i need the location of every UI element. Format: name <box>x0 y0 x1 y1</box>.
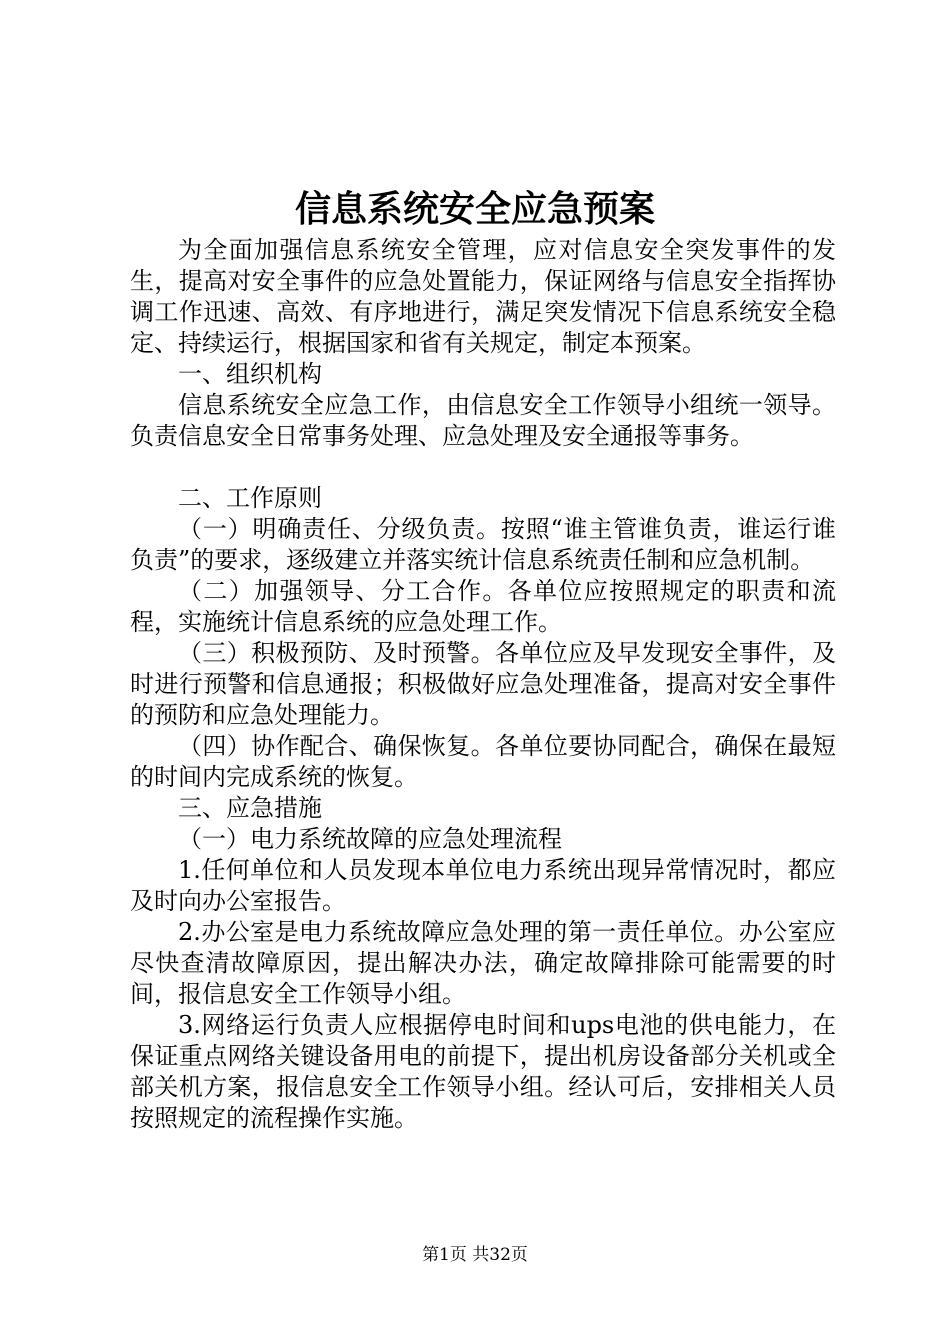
principle-item-3: （三）积极预防、及时预警。各单位应及早发现安全事件，及时进行预警和信息通报；积极做好应急处理准备，提高对安全事件的预防和应急处理能力。 <box>130 639 836 729</box>
principle-item-1: （一）明确责任、分级负责。按照“谁主管谁负责，谁运行谁负责”的要求，逐级建立并落实统计信息系统责任制和应急机制。 <box>130 515 836 574</box>
section-heading-organization: 一、组织机构 <box>178 360 322 388</box>
page-number-footer: 第1页 共32页 <box>422 1245 528 1265</box>
document-body <box>130 235 836 1134</box>
organization-paragraph: 信息系统安全应急工作，由信息安全工作领导小组统一领导。负责信息安全日常事务处理、应急处理及安全通报等事务。 <box>130 391 836 450</box>
section-heading-measures: 三、应急措施 <box>178 794 322 822</box>
measure-item-2: 2.办公室是电力系统故障应急处理的第一责任单位。办公室应尽快查清故障原因，提出解决办法，确定故障排除可能需要的时间，报信息安全工作领导小组。 <box>130 918 836 1008</box>
intro-paragraph: 为全面加强信息系统安全管理，应对信息安全突发事件的发生，提高对安全事件的应急处置能力，保证网络与信息安全指挥协调工作迅速、高效、有序地进行，满足突发情况下信息系统安全稳定、持续运行，根据国家和省有关规定，制定本预案。 <box>130 236 836 357</box>
principle-item-4: （四）协作配合、确保恢复。各单位要协同配合，确保在最短的时间内完成系统的恢复。 <box>130 732 836 791</box>
principle-item-2: （二）加强领导、分工合作。各单位应按照规定的职责和流程，实施统计信息系统的应急处理工作。 <box>130 577 836 636</box>
measure-item-1: 1.任何单位和人员发现本单位电力系统出现异常情况时，都应及时向办公室报告。 <box>130 856 836 915</box>
measure-item-3: 3.网络运行负责人应根据停电时间和ups电池的供电能力，在保证重点网络关键设备用电的前提下，提出机房设备部分关机或全部关机方案，报信息安全工作领导小组。经认可后，安排相关人员按照规定的流程操作实施。 <box>130 1011 836 1132</box>
document-title: 信息系统安全应急预案 <box>294 188 655 230</box>
section-heading-principles: 二、工作原则 <box>178 484 322 512</box>
subsection-heading-power: （一）电力系统故障的应急处理流程 <box>178 825 562 853</box>
blank-line <box>130 452 836 483</box>
